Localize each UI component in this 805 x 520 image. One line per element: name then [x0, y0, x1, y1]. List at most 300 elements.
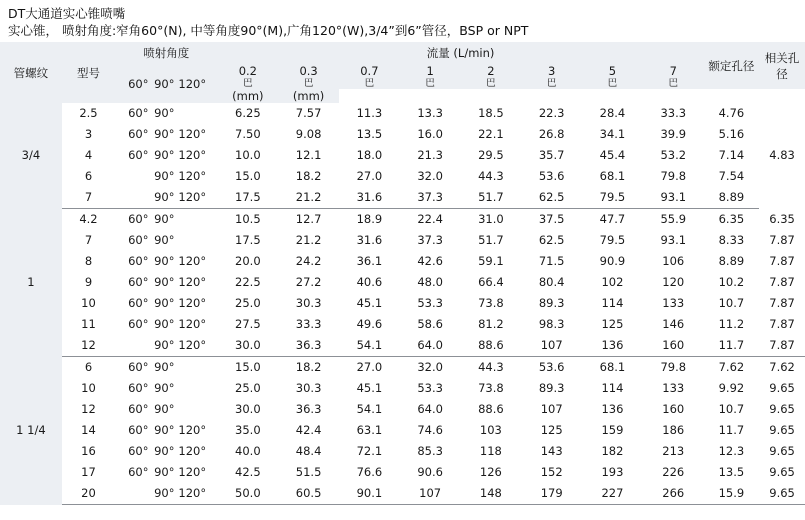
cell-flow: 7.50	[235, 127, 261, 141]
angle-90: 90°	[154, 106, 175, 120]
th-angle-subs	[115, 64, 217, 103]
angle-90: 90°	[154, 212, 175, 226]
angle-60: 60°	[128, 233, 149, 247]
cell-flow: 13.5	[356, 127, 383, 141]
cell-model: 9	[84, 275, 93, 289]
cell-flow: 18.2	[295, 169, 322, 183]
cell-angles	[115, 230, 217, 251]
cell-model: 4	[84, 148, 93, 162]
cell-related: 9.65	[769, 465, 795, 479]
cell-flow: 9.08	[295, 127, 322, 141]
angle-120: 120°	[178, 190, 207, 204]
cell-orifice: 7.54	[718, 169, 745, 183]
th-pressure-5	[521, 64, 582, 89]
pressure-value-0: 0.2	[238, 64, 257, 78]
cell-flow: 59.1	[478, 254, 504, 268]
th-thread: 管螺纹	[0, 42, 62, 103]
cell-flow: 34.1	[599, 127, 626, 141]
angle-60: 60°	[128, 127, 149, 141]
cell-model: 10	[81, 381, 96, 395]
cell-flow: 45.1	[356, 381, 383, 395]
cell-flow: 33.3	[660, 106, 687, 120]
cell-flow: 103	[479, 423, 502, 437]
table-row	[0, 441, 805, 462]
cell-flow: 27.5	[235, 317, 261, 331]
cell-orifice: 10.7	[718, 402, 745, 416]
cell-flow: 21.2	[278, 187, 339, 209]
cell-orifice: 12.3	[718, 444, 745, 458]
cell-model: 3	[84, 127, 93, 141]
angle-60: 60°	[128, 360, 149, 374]
table-row	[0, 145, 805, 166]
cell-angles	[115, 187, 217, 209]
angle-60: 60°	[128, 212, 149, 226]
cell-flow: 160	[643, 335, 704, 357]
cell-model: 17	[81, 465, 96, 479]
table-row	[0, 251, 805, 272]
cell-flow: 22.4	[417, 212, 443, 226]
angle-120: 120°	[178, 127, 207, 141]
angle-120: 120°	[178, 338, 207, 352]
cell-flow: 35.7	[538, 148, 565, 162]
cell-related: 7.87	[769, 317, 795, 331]
table-row	[0, 420, 805, 441]
cell-flow: 37.3	[400, 187, 461, 209]
cell-flow: 90.6	[417, 465, 443, 479]
angle-60: 60°	[128, 317, 149, 331]
cell-flow: 18.5	[478, 106, 504, 120]
cell-flow: 71.5	[538, 254, 565, 268]
cell-related: 7.87	[769, 233, 795, 247]
cell-orifice: 11.7	[704, 335, 759, 357]
cell-flow: 18.2	[295, 360, 322, 374]
cell-orifice: 8.89	[718, 254, 745, 268]
cell-model: 8	[84, 254, 93, 268]
pressure-value-7: 7	[669, 64, 677, 78]
cell-flow: 31.6	[356, 233, 383, 247]
angle-60: 60°	[128, 465, 149, 479]
cell-flow: 32.0	[417, 169, 443, 183]
cell-flow: 42.5	[235, 465, 261, 479]
table-row	[0, 272, 805, 293]
cell-flow: 10.0	[235, 148, 261, 162]
cell-flow: 107	[540, 402, 563, 416]
angle-90: 90°	[154, 254, 175, 268]
cell-related: 4.83	[769, 148, 795, 163]
angle-90: 90°	[154, 296, 175, 310]
cell-flow: 20.0	[235, 254, 261, 268]
cell-flow: 53.6	[538, 169, 565, 183]
cell-flow: 90.9	[599, 254, 626, 268]
pressure-value-3: 1	[426, 64, 434, 78]
cell-flow: 44.3	[478, 360, 504, 374]
pressure-unit-5: 巴	[546, 78, 557, 89]
cell-flow: 30.3	[295, 296, 322, 310]
angle-90: 90°	[154, 338, 175, 352]
cell-flow: 114	[601, 296, 624, 310]
cell-flow: 148	[461, 483, 522, 505]
cell-flow: 18.9	[356, 212, 383, 226]
cell-flow: 79.5	[582, 187, 643, 209]
angle-120: 120°	[178, 486, 207, 500]
table-row	[0, 483, 805, 505]
cell-flow: 24.2	[295, 254, 322, 268]
cell-flow: 89.3	[538, 296, 565, 310]
cell-flow: 66.4	[478, 275, 504, 289]
table-body	[0, 103, 805, 505]
cell-flow: 79.5	[599, 233, 626, 247]
angle-90: 90°	[154, 402, 175, 416]
pressure-unit-3: 巴	[425, 78, 435, 89]
pressure-unit-1: 巴	[303, 78, 314, 89]
cell-orifice: 8.33	[718, 233, 745, 247]
cell-flow: 16.0	[417, 127, 443, 141]
angle-120: 120°	[178, 465, 207, 479]
angle-90: 90°	[154, 381, 175, 395]
cell-flow: 136	[582, 335, 643, 357]
cell-flow: 73.8	[478, 296, 504, 310]
table-row	[0, 187, 805, 209]
cell-flow: 51.5	[295, 465, 322, 479]
cell-flow: 54.1	[356, 402, 383, 416]
cell-related: 7.87	[769, 254, 795, 268]
th-pressure-3	[400, 64, 461, 89]
cell-flow: 125	[540, 423, 563, 437]
cell-angles	[115, 124, 217, 145]
cell-orifice: 10.7	[718, 296, 745, 310]
angle-90: 90°	[154, 148, 175, 162]
cell-flow: 37.3	[417, 233, 443, 247]
table-row	[0, 209, 805, 231]
cell-related: 9.65	[769, 402, 795, 416]
cell-model: 20	[62, 483, 115, 505]
cell-model: 2.5	[79, 106, 98, 120]
cell-flow: 26.8	[538, 127, 565, 141]
cell-flow: 12.1	[295, 148, 322, 162]
cell-related: 9.65	[769, 423, 795, 437]
cell-flow: 27.0	[356, 360, 383, 374]
cell-flow: 81.2	[478, 317, 504, 331]
th-pressure-7	[643, 64, 704, 89]
th-model: 型号	[62, 42, 115, 103]
cell-flow: 36.1	[356, 254, 383, 268]
cell-flow: 54.1	[339, 335, 400, 357]
cell-flow: 72.1	[356, 444, 383, 458]
cell-angles	[115, 378, 217, 399]
angle-60: 60°	[128, 444, 149, 458]
angle-120: 120°	[178, 275, 207, 289]
pressure-unit-6: 巴	[607, 78, 618, 89]
angle-60: 60°	[128, 254, 149, 268]
angle-90: 90°	[154, 190, 175, 204]
cell-flow: 68.1	[599, 169, 626, 183]
pressure-value-1: 0.3	[299, 64, 318, 78]
cell-flow: 47.7	[599, 212, 626, 226]
angle-90: 90°	[154, 444, 175, 458]
cell-flow: 60.5	[278, 483, 339, 505]
spec-table	[0, 42, 805, 505]
cell-angles	[115, 420, 217, 441]
cell-flow: 45.4	[599, 148, 626, 162]
cell-angles	[115, 483, 217, 505]
cell-model: 7	[62, 187, 115, 209]
cell-angles	[115, 399, 217, 420]
pressure-value-2: 0.7	[360, 64, 379, 78]
cell-flow: 31.0	[478, 212, 504, 226]
th-flow-title: 流量 (L/min)	[217, 42, 703, 64]
angle-120: 120°	[178, 296, 207, 310]
cell-flow: 266	[643, 483, 704, 505]
cell-orifice: 9.92	[718, 381, 745, 395]
header-title: DT大通道实心锥喷嘴	[8, 6, 126, 21]
cell-flow: 15.0	[235, 360, 261, 374]
cell-related: 9.65	[759, 483, 805, 505]
header-subtitle: 实心锥， 喷射角度:窄角60°(N), 中等角度90°(M),广角120°(W),3/4”到6”管径，BSP or NPT	[8, 23, 529, 38]
cell-flow: 31.6	[339, 187, 400, 209]
cell-model: 16	[81, 444, 96, 458]
th-pressure-1	[278, 64, 339, 89]
cell-flow: 55.9	[660, 212, 687, 226]
cell-flow: 114	[601, 381, 624, 395]
th-related: 相关孔径	[759, 42, 805, 89]
cell-flow: 80.4	[538, 275, 565, 289]
cell-flow: 53.3	[417, 296, 443, 310]
cell-orifice: 8.89	[704, 187, 759, 209]
cell-flow: 53.6	[538, 360, 565, 374]
cell-flow: 17.5	[217, 187, 278, 209]
cell-flow: 68.1	[599, 360, 626, 374]
angle-60: 60°	[128, 106, 149, 120]
cell-flow: 88.6	[478, 402, 504, 416]
cell-flow: 7.57	[295, 106, 322, 120]
cell-flow: 29.5	[478, 148, 504, 162]
cell-flow: 146	[662, 317, 685, 331]
cell-flow: 42.6	[417, 254, 443, 268]
pressure-unit-0: 巴	[243, 78, 253, 89]
cell-related: 9.65	[769, 444, 795, 458]
cell-angles	[115, 103, 217, 124]
cell-flow: 79.8	[660, 169, 687, 183]
table-row	[0, 399, 805, 420]
cell-thread: 3/4	[0, 103, 62, 209]
cell-flow: 28.4	[599, 106, 626, 120]
cell-related: 7.87	[769, 275, 795, 289]
angle-90: 90°	[154, 233, 175, 247]
cell-angles	[115, 335, 217, 357]
cell-flow: 159	[601, 423, 624, 437]
angle-90: 90°	[154, 465, 175, 479]
cell-flow: 102	[601, 275, 624, 289]
angle-90: 90°	[154, 423, 175, 437]
angle-60: 60°	[128, 148, 149, 162]
cell-flow: 13.3	[417, 106, 443, 120]
cell-flow: 85.3	[417, 444, 443, 458]
cell-flow: 21.3	[417, 148, 443, 162]
th-pressure-6	[582, 64, 643, 89]
cell-flow: 25.0	[235, 296, 261, 310]
table-head	[0, 42, 805, 103]
cell-flow: 126	[479, 465, 502, 479]
table-row	[0, 357, 805, 379]
cell-flow: 33.3	[295, 317, 322, 331]
cell-model: 12	[81, 402, 96, 416]
cell-orifice: 7.62	[718, 360, 745, 374]
cell-flow: 32.0	[417, 360, 443, 374]
angle-60: 60°	[128, 423, 149, 437]
cell-angles	[115, 209, 217, 231]
angle-sub-90: 90°	[154, 76, 175, 91]
cell-flow: 51.7	[478, 233, 504, 247]
cell-flow: 27.2	[295, 275, 322, 289]
cell-flow: 6.25	[235, 106, 261, 120]
cell-flow: 22.1	[478, 127, 504, 141]
cell-orifice: 13.5	[718, 465, 745, 479]
cell-thread: 1 1/4	[0, 357, 62, 505]
cell-flow: 64.0	[400, 335, 461, 357]
angle-90: 90°	[154, 275, 175, 289]
pressure-unit-2: 巴	[364, 78, 375, 89]
table-row	[0, 103, 805, 124]
angle-60: 60°	[128, 381, 149, 395]
cell-flow: 63.1	[356, 423, 383, 437]
cell-flow: 62.5	[521, 187, 582, 209]
cell-flow: 18.0	[356, 148, 383, 162]
cell-orifice: 10.2	[718, 275, 745, 289]
cell-flow: 22.3	[538, 106, 565, 120]
cell-flow: 53.2	[660, 148, 687, 162]
cell-orifice: 7.14	[718, 148, 745, 162]
cell-flow: 40.6	[356, 275, 383, 289]
cell-flow: 36.3	[278, 335, 339, 357]
cell-model: 14	[81, 423, 96, 437]
cell-related: 6.35	[769, 211, 795, 226]
angle-120: 120°	[178, 254, 207, 268]
cell-flow: 227	[582, 483, 643, 505]
cell-flow: 17.5	[235, 233, 261, 247]
cell-flow: 120	[662, 275, 685, 289]
cell-angles	[115, 272, 217, 293]
cell-flow: 37.5	[538, 212, 565, 226]
cell-related: 7.87	[759, 335, 805, 357]
cell-flow: 179	[521, 483, 582, 505]
cell-angles	[115, 314, 217, 335]
angle-90: 90°	[154, 317, 175, 331]
table-row	[0, 230, 805, 251]
cell-flow: 186	[662, 423, 685, 437]
angle-120: 120°	[178, 444, 207, 458]
pressure-value-5: 3	[548, 64, 556, 78]
cell-flow: 107	[521, 335, 582, 357]
cell-angles	[115, 441, 217, 462]
cell-flow: 49.6	[356, 317, 383, 331]
cell-flow: 93.1	[660, 233, 687, 247]
cell-thread: 1	[0, 209, 62, 357]
cell-related: 7.87	[769, 296, 795, 310]
angle-sub-120: 120°	[178, 76, 207, 91]
table-row	[0, 335, 805, 357]
cell-flow: 53.3	[417, 381, 443, 395]
cell-flow: 39.9	[660, 127, 687, 141]
th-orifice-unit: (mm)	[217, 89, 278, 103]
pressure-value-6: 5	[608, 64, 617, 78]
angle-120: 120°	[178, 148, 207, 162]
angle-90: 90°	[154, 486, 175, 500]
cell-angles	[115, 166, 217, 187]
cell-model: 6	[84, 360, 93, 374]
cell-flow: 50.0	[217, 483, 278, 505]
cell-flow: 90.1	[339, 483, 400, 505]
cell-flow: 98.3	[538, 317, 565, 331]
cell-flow: 36.3	[295, 402, 322, 416]
cell-flow: 88.6	[461, 335, 522, 357]
cell-flow: 133	[662, 381, 685, 395]
cell-model: 11	[81, 317, 96, 331]
cell-flow: 21.2	[295, 233, 322, 247]
table-row	[0, 124, 805, 145]
cell-flow: 62.5	[538, 233, 565, 247]
table-row	[0, 462, 805, 483]
cell-related: 7.62	[769, 360, 795, 374]
th-related-unit: (mm)	[278, 89, 339, 103]
angle-120: 120°	[178, 317, 207, 331]
angle-60: 60°	[128, 275, 149, 289]
cell-model: 4.2	[79, 212, 98, 226]
cell-orifice: 5.16	[718, 127, 745, 141]
cell-flow: 152	[540, 465, 563, 479]
angle-60: 60°	[128, 296, 149, 310]
cell-flow: 193	[601, 465, 624, 479]
cell-orifice: 6.35	[718, 212, 745, 226]
th-pressure-2	[339, 64, 400, 89]
cell-flow: 30.3	[295, 381, 322, 395]
th-pressure-4	[461, 64, 522, 89]
cell-flow: 79.8	[660, 360, 687, 374]
cell-flow: 213	[662, 444, 685, 458]
cell-model: 7	[84, 233, 93, 247]
cell-flow: 11.3	[356, 106, 383, 120]
cell-flow: 74.6	[417, 423, 443, 437]
cell-flow: 106	[662, 254, 685, 268]
cell-flow: 30.0	[217, 335, 278, 357]
cell-flow: 42.4	[295, 423, 322, 437]
cell-flow: 73.8	[478, 381, 504, 395]
angle-90: 90°	[154, 127, 175, 141]
cell-flow: 40.0	[235, 444, 261, 458]
cell-flow: 35.0	[235, 423, 261, 437]
cell-angles	[115, 462, 217, 483]
angle-90: 90°	[154, 360, 175, 374]
cell-flow: 118	[479, 444, 502, 458]
cell-model: 12	[62, 335, 115, 357]
th-angle: 喷射角度	[115, 42, 217, 64]
cell-model: 10	[81, 296, 96, 310]
cell-flow: 45.1	[356, 296, 383, 310]
cell-flow: 48.4	[295, 444, 322, 458]
cell-flow: 89.3	[538, 381, 565, 395]
cell-flow: 160	[662, 402, 685, 416]
cell-angles	[115, 251, 217, 272]
cell-flow: 12.7	[295, 212, 322, 226]
table-row	[0, 378, 805, 399]
angle-90: 90°	[154, 169, 175, 183]
cell-flow: 44.3	[478, 169, 504, 183]
cell-flow: 136	[601, 402, 624, 416]
cell-angles	[115, 145, 217, 166]
table-row	[0, 314, 805, 335]
cell-flow: 10.5	[235, 212, 261, 226]
cell-flow: 226	[662, 465, 685, 479]
cell-flow: 107	[400, 483, 461, 505]
